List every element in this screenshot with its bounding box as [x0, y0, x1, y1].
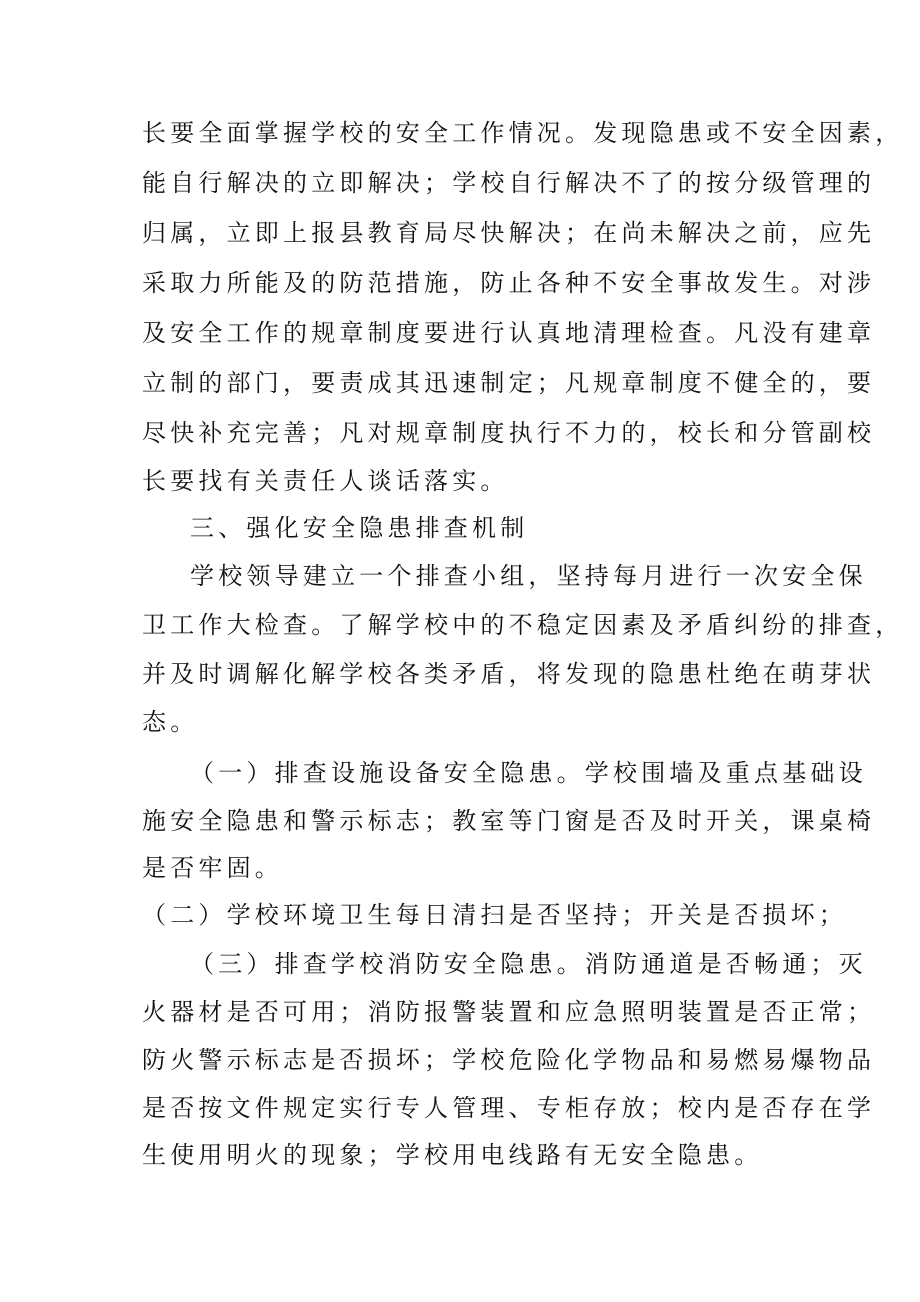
paragraph-line-1: 长要全面掌握学校的安全工作情况。发现隐患或不安全因素，	[142, 119, 904, 147]
subitem-3-line-3: 防火警示标志是否损坏；学校危险化学物品和易燃易爆物品	[142, 1046, 876, 1074]
paragraph-line-9: 学校领导建立一个排查小组，坚持每月进行一次安全保	[190, 562, 867, 590]
paragraph-line-11: 并及时调解化解学校各类矛盾，将发现的隐患杜绝在萌芽状	[142, 660, 876, 688]
paragraph-line-6: 立制的部门，要责成其迅速制定；凡规章制度不健全的，要	[142, 369, 876, 397]
paragraph-line-3: 归属，立即上报县教育局尽快解决；在尚未解决之前，应先	[142, 219, 876, 247]
paragraph-line-12: 态。	[142, 708, 199, 736]
subitem-1-line-2: 施安全隐患和警示标志；教室等门窗是否及时开关，课桌椅	[142, 807, 876, 835]
paragraph-line-5: 及安全工作的规章制度要进行认真地清理检查。凡没有建章	[142, 319, 876, 347]
subitem-1-line-3: 是否牢固。	[142, 854, 283, 882]
paragraph-line-4: 采取力所能及的防范措施，防止各种不安全事故发生。对涉	[142, 269, 876, 297]
subitem-2-line-1: （二）学校环境卫生每日清扫是否坚持；开关是否损坏；	[142, 901, 847, 929]
paragraph-line-2: 能自行解决的立即解决；学校自行解决不了的按分级管理的	[142, 169, 876, 197]
paragraph-line-8: 长要找有关责任人谈话落实。	[142, 467, 509, 495]
subitem-3-line-4: 是否按文件规定实行专人管理、专柜存放；校内是否存在学	[142, 1094, 876, 1122]
subitem-3-line-5: 生使用明火的现象；学校用电线路有无安全隐患。	[142, 1141, 763, 1169]
paragraph-line-10: 卫工作大检查。了解学校中的不稳定因素及矛盾纠纷的排查，	[142, 611, 904, 639]
section-heading-3: 三、强化安全隐患排查机制	[190, 514, 529, 542]
subitem-1-line-1: （一）排查设施设备安全隐患。学校围墙及重点基础设	[190, 759, 867, 787]
subitem-3-line-2: 火器材是否可用；消防报警装置和应急照明装置是否正常；	[142, 998, 876, 1026]
paragraph-line-7: 尽快补充完善；凡对规章制度执行不力的，校长和分管副校	[142, 419, 876, 447]
subitem-3-line-1: （三）排查学校消防安全隐患。消防通道是否畅通；灭	[190, 950, 867, 978]
